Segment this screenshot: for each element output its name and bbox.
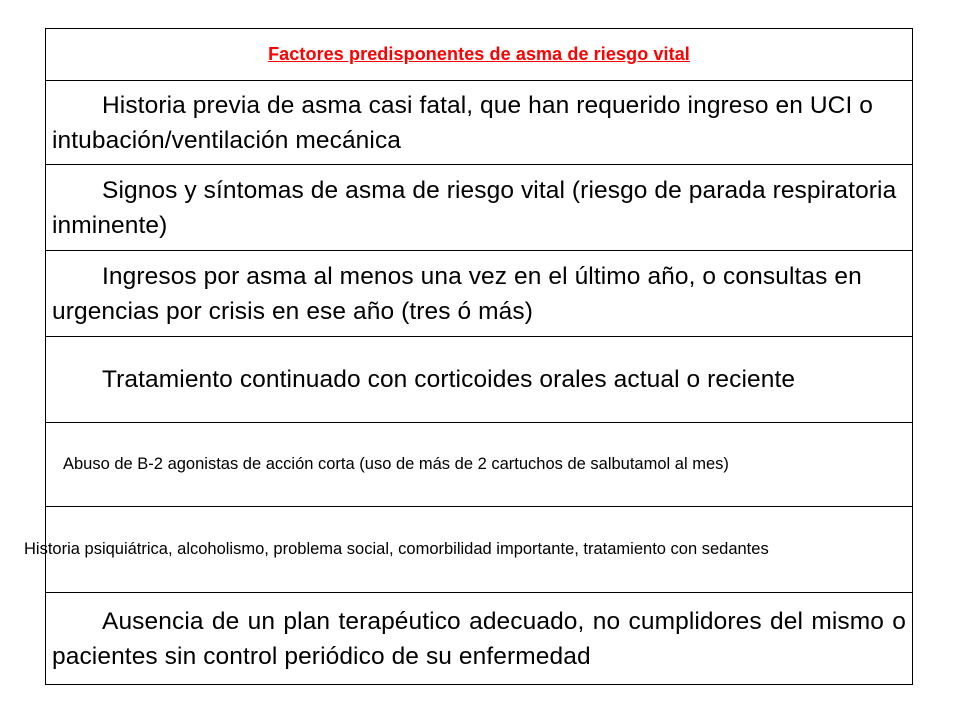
table-row bbox=[46, 165, 913, 251]
table-row bbox=[46, 251, 913, 337]
table-row bbox=[46, 337, 913, 423]
risk-factor-cell: Historia previa de asma casi fatal, que han requerido ingreso en UCI o intubación/ventilación mecánica bbox=[46, 81, 913, 165]
risk-factor-cell: Signos y síntomas de asma de riesgo vital (riesgo de parada respiratoria inminente) bbox=[46, 165, 913, 251]
risk-factors-table bbox=[24, 28, 913, 685]
table-row bbox=[46, 507, 913, 593]
table-header-cell bbox=[46, 29, 913, 81]
table-header-row bbox=[46, 29, 913, 81]
risk-factor-cell: Ausencia de un plan terapéutico adecuado, no cumplidores del mismo o pacientes sin control periódico de su enfermedad bbox=[46, 593, 913, 685]
risk-factor-cell: Historia psiquiátrica, alcoholismo, problema social, comorbilidad importante, tratamiento con sedantes bbox=[46, 507, 913, 593]
risk-factor-cell: Ingresos por asma al menos una vez en el último año, o consultas en urgencias por crisis en ese año (tres ó más) bbox=[46, 251, 913, 337]
risk-factor-cell: Abuso de B-2 agonistas de acción corta (uso de más de 2 cartuchos de salbutamol al mes) bbox=[46, 423, 913, 507]
table-row bbox=[46, 593, 913, 685]
risk-factor-cell: Tratamiento continuado con corticoides orales actual o reciente bbox=[46, 337, 913, 423]
table-row bbox=[46, 81, 913, 165]
table-title: Factores predisponentes de asma de riesgo vital bbox=[268, 44, 690, 64]
table-row bbox=[46, 423, 913, 507]
